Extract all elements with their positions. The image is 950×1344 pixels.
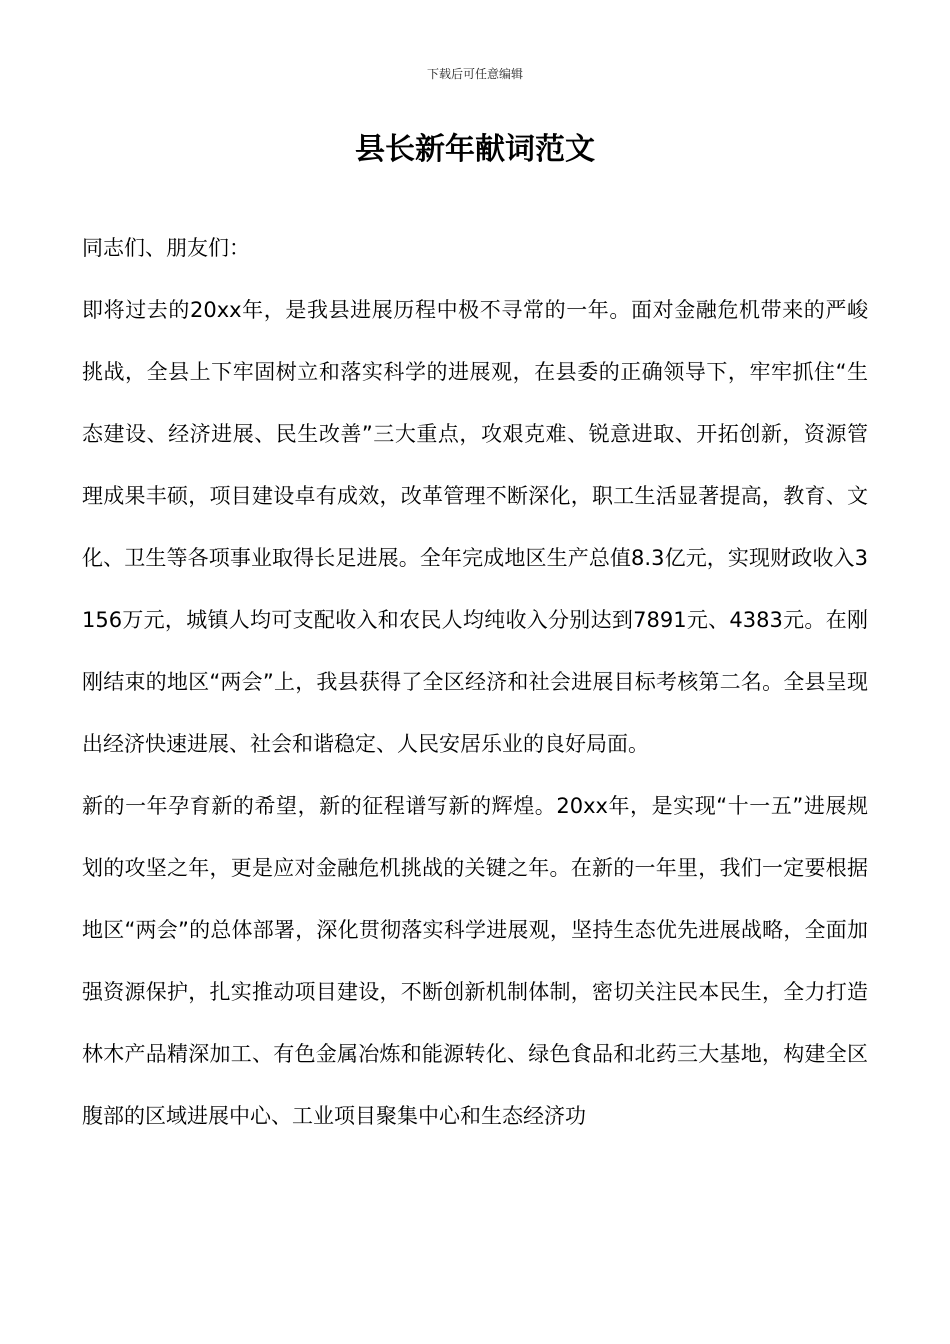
header-note: 下载后可任意编辑 — [426, 67, 523, 81]
document-title: 县长新年献词范文 — [355, 132, 595, 167]
salutation: 同志们、朋友们： — [82, 236, 250, 260]
document-body — [82, 217, 868, 1147]
paragraph-2: 新的一年孕育新的希望，新的征程谱写新的辉煌。20xx年，是实现“十一五”进展规划的攻坚之年，更是应对金融危机挑战的关键之年。在新的一年里，我们一定要根据地区“两会”的总体部署，深化贯彻落实科学进展观，坚持生态优先进展战略，全面加强资源保护，扎实推动项目建设，不断创新机制体制，密切关注民本民生，全力打造林木产品精深加工、有色金属冶炼和能源转化、绿色食品和北药三大基地，构建全区腹部的区域进展中心、工业项目聚集中心和生态经济功 — [82, 794, 868, 1128]
paragraph-1: 即将过去的20xx年，是我县进展历程中极不寻常的一年。面对金融危机带来的严峻挑战，全县上下牢固树立和落实科学的进展观，在县委的正确领导下，牢牢抓住“生态建设、经济进展、民生改善”三大重点，攻艰克难、锐意进取、开拓创新，资源管理成果丰硕，项目建设卓有成效，改革管理不断深化，职工生活显著提高，教育、文化、卫生等各项事业取得长足进展。全年完成地区生产总值8.3亿元，实现财政收入3156万元，城镇人均可支配收入和农民人均纯收入分别达到7891元、4383元。在刚刚结束的地区“两会”上，我县获得了全区经济和社会进展目标考核第二名。全县呈现出经济快速进展、社会和谐稳定、人民安居乐业的良好局面。 — [82, 298, 868, 756]
